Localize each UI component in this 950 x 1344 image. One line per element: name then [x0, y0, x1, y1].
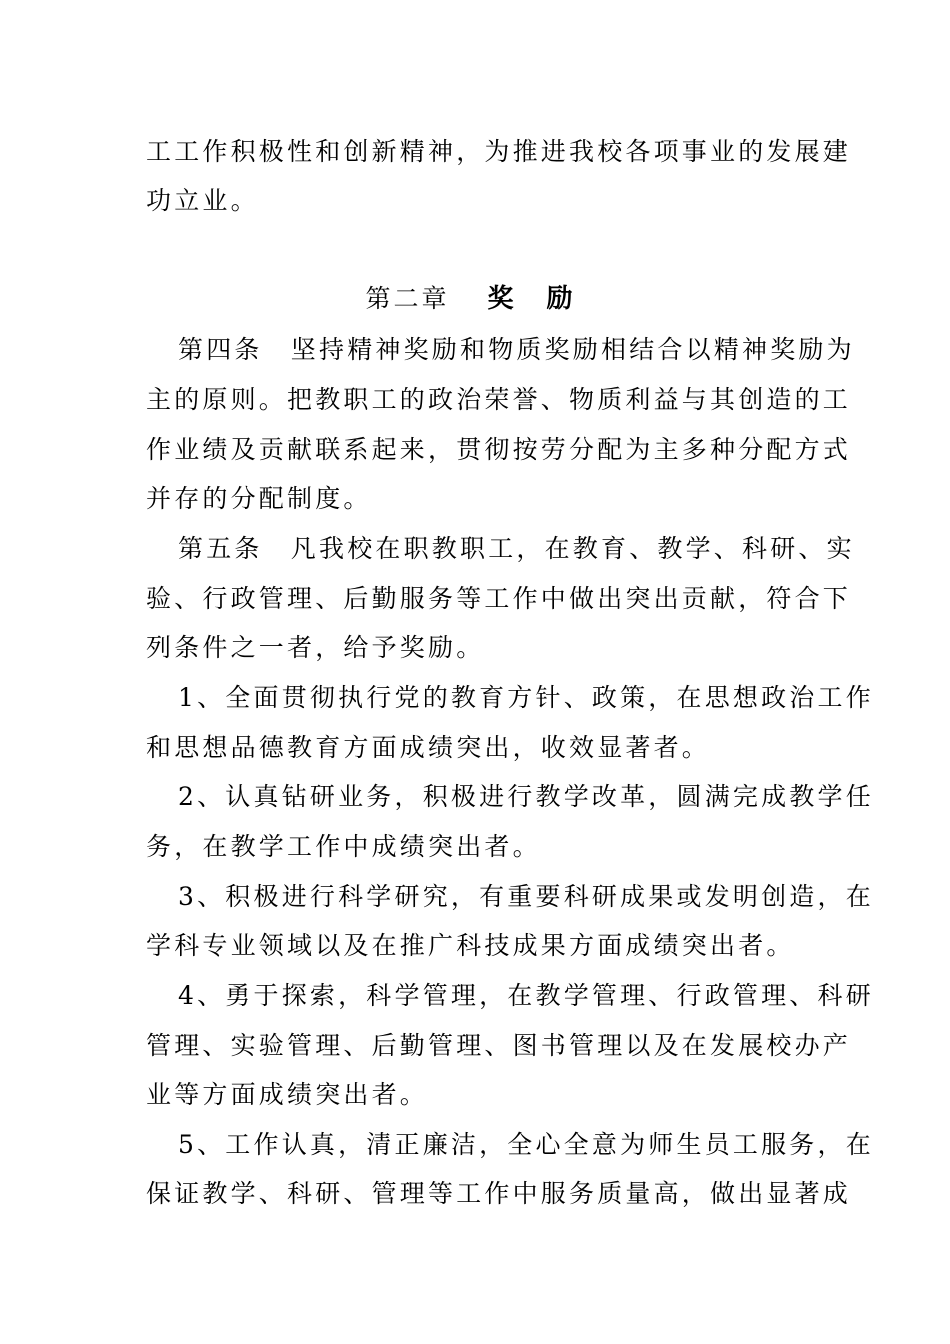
paragraph-line: 功立业。: [146, 186, 259, 215]
item-2-line: 务，在教学工作中成绩突出者。: [146, 832, 541, 861]
article-4-line: 主的原则。把教职工的政治荣誉、物质利益与其创造的工: [146, 385, 852, 414]
chapter-title: 奖 励: [487, 284, 585, 314]
item-5-line: 保证教学、科研、管理等工作中服务质量高，做出显著成: [146, 1179, 852, 1208]
chapter-heading: [0, 282, 950, 316]
chapter-number: 第二章: [365, 284, 450, 313]
item-4-line: 业等方面成绩突出者。: [146, 1080, 429, 1109]
item-4-line: 管理、实验管理、后勤管理、图书管理以及在发展校办产: [146, 1031, 852, 1060]
article-4-line: 作业绩及贡献联系起来，贯彻按劳分配为主多种分配方式: [146, 435, 852, 464]
item-5-line: 5、工作认真，清正廉洁，全心全意为师生员工服务，在: [178, 1130, 874, 1159]
item-2-line: 2、认真钻研业务，积极进行教学改革，圆满完成教学任: [178, 782, 874, 811]
article-5-line: 列条件之一者，给予奖励。: [146, 633, 485, 662]
paragraph-line: 工工作积极性和创新精神，为推进我校各项事业的发展建: [146, 137, 852, 166]
item-3-line: 3、积极进行科学研究，有重要科研成果或发明创造，在: [178, 882, 874, 911]
item-1-line: 1、全面贯彻执行党的教育方针、政策，在思想政治工作: [178, 683, 874, 712]
article-5-line: 第五条 凡我校在职教职工，在教育、教学、科研、实: [178, 534, 855, 563]
article-4-line: 第四条 坚持精神奖励和物质奖励相结合以精神奖励为: [178, 335, 855, 364]
article-5-line: 验、行政管理、后勤服务等工作中做出突出贡献，符合下: [146, 584, 852, 613]
article-4-line: 并存的分配制度。: [146, 484, 372, 513]
item-4-line: 4、勇于探索，科学管理，在教学管理、行政管理、科研: [178, 981, 874, 1010]
item-3-line: 学科专业领域以及在推广科技成果方面成绩突出者。: [146, 931, 795, 960]
item-1-line: 和思想品德教育方面成绩突出，收效显著者。: [146, 733, 711, 762]
